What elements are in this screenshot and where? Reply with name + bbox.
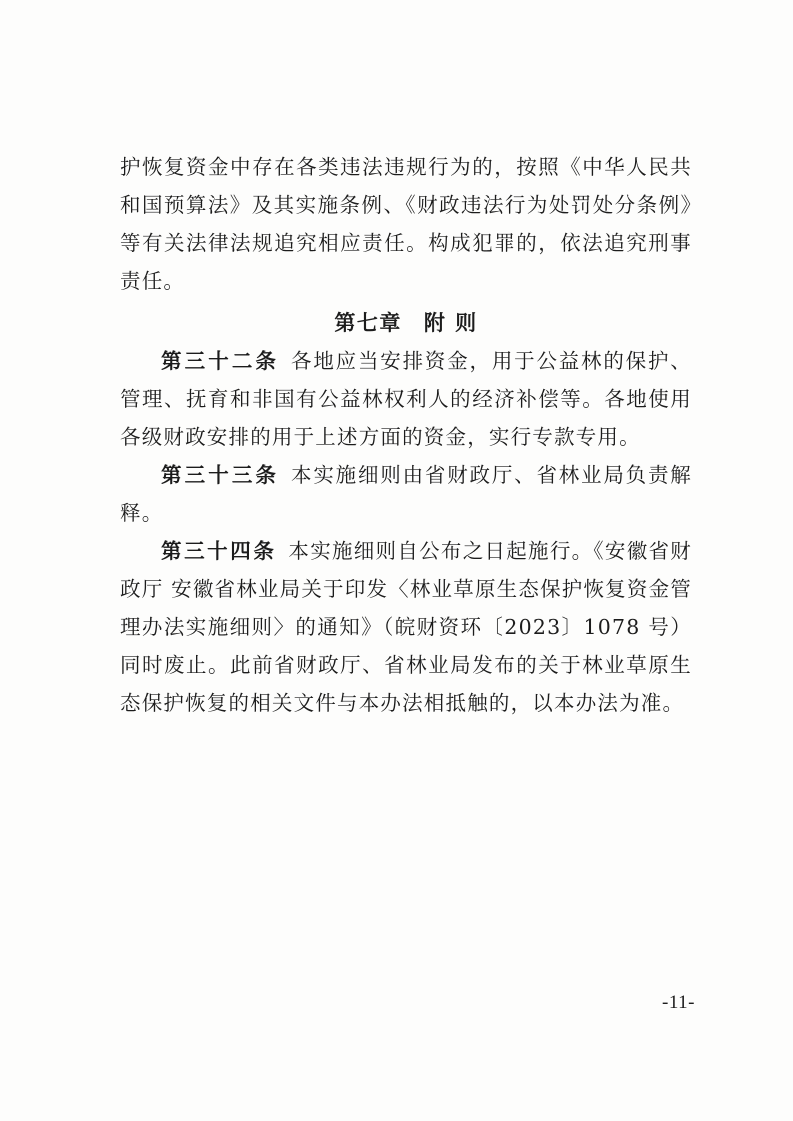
article-text: 各地应当安排资金，用于公益林的保护、管理、抚育和非国有公益林权利人的经济补偿等。各地使用各级财政安排的用于上述方面的资金，实行专款专用。: [120, 349, 692, 449]
article-number: 第三十二条: [161, 349, 280, 373]
article-number: 第三十三条: [161, 463, 280, 487]
body-text-top: [120, 148, 692, 300]
articles-section: [120, 342, 692, 722]
article-number: 第三十四条: [161, 539, 277, 563]
article-33: [120, 456, 692, 532]
article-34: [120, 532, 692, 722]
continuation-paragraph: 护恢复资金中存在各类违法违规行为的，按照《中华人民共和国预算法》及其实施条例、《财政违法行为处罚处分条例》等有关法律法规追究相应责任。构成犯罪的，依法追究刑事责任。: [120, 155, 692, 293]
article-text: 本实施细则自公布之日起施行。《安徽省财政厅 安徽省林业局关于印发〈林业草原生态保护恢复资金管理办法实施细则〉的通知》（皖财资环〔2023〕1078 号）同时废止。此前省财政厅、省林业局发布的关于林业草原生态保护恢复的相关文件与本办法相抵触的，以本办法为准。: [120, 539, 692, 715]
article-text: 本实施细则由省财政厅、省林业局负责解释。: [120, 463, 692, 525]
chapter-title: 附 则: [423, 311, 478, 335]
article-32: [120, 342, 692, 456]
chapter-number: 第七章: [334, 311, 402, 335]
chapter-heading: [120, 304, 692, 342]
page-number: -11-: [662, 992, 695, 1013]
